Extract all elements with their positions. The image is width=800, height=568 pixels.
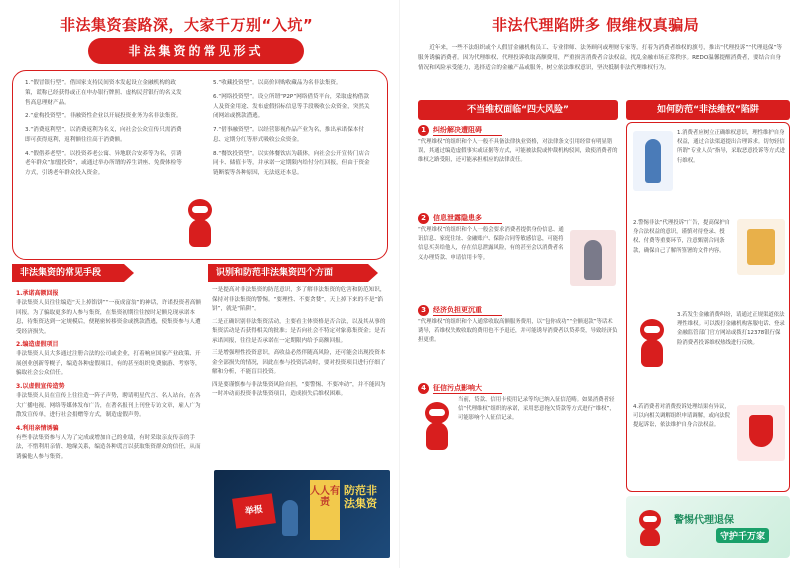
intro-paragraph: 近年来，一些不法组织或个人假冒金融机构员工、专业律师、法务顾问或理财专家等，打着为消费者维权的旗号，推出“代理投诉”“代理退保”等服务诱骗消费者。因为代理维权、代理投诉收取高额费用，严重损害消费者合法权益，扰乱金融市场正常秩序。REDO温馨提醒消费者，要结合自身情况和风险承受能力，选择适合的金融产品或服务，树立依法维权意识，坚决抵制非法代理维权行为。 xyxy=(418,45,782,71)
poster-title: 防范非法集资 xyxy=(344,484,377,510)
risk-header xyxy=(418,304,502,316)
mascot-body xyxy=(189,219,211,247)
means-text: 非法集资人员在宣传上往往造一阵子声势，聘请明星代言、名人站台，在各大广播电视、网络等媒体发布广告，在著名报刊上刊登专访文章，雇人广为散发宣传单，进行社会捐赠等方式，制造虚假声势。 xyxy=(16,393,201,419)
prevent-illustration xyxy=(633,131,673,191)
mascot-visor xyxy=(644,326,660,333)
person-figure xyxy=(645,139,661,183)
mascot-illustration xyxy=(422,402,452,452)
risk-header xyxy=(418,124,502,136)
form-item: 8.“餐饮投资型”。以实体餐饮店为载体，向社会公开宣传门店合同卡、储值卡等，并承诺一定期限内给付分红回报，但由于资金链断裂等各种原因，无法返还本息。 xyxy=(213,150,370,177)
risk-number: 1 xyxy=(418,125,429,136)
identify-text: 一是提高对非法集资的防范意识，多了解非法集资的危害和防范知识，保持对非法集资的警惕。“要理性、不要贪婪”，天上掉下来的不是“馅饼”，就是“陷阱”。 xyxy=(212,287,386,312)
prevent-item: 1.消费者应树立正确维权意识，理性维护自身权益，通过合法渠道提出合理诉求。切勿轻信所谓“专业人员”指导，采取恶意投诉等方式进行维权。 xyxy=(677,130,786,164)
form-item: 7.“借事融资型”。以经营影视作品产业为名，推出承诺保本付息、定期分红等形式吸收公众资金。 xyxy=(213,127,364,143)
identify-column xyxy=(212,286,390,403)
risk-number: 2 xyxy=(418,213,429,224)
risk-header xyxy=(418,382,502,394)
prevent-title: 如何防范“非法维权”陷阱 xyxy=(626,100,790,120)
mascot-visor xyxy=(643,516,657,522)
forms-box xyxy=(12,70,388,260)
slogan-banner xyxy=(626,496,790,558)
left-main-title: 非法集资套路深，大家千万别“入坑” xyxy=(60,16,314,34)
risk-header xyxy=(418,212,502,224)
prevent-illustration xyxy=(737,405,785,461)
means-text: 非法集资人员大多通过注册合法的公司或企业，打着响应国家产业政策、开展创业创新等幌子，编造各种虚假项目，有的甚至组织免费旅游、考察等，骗取社会公众信任。 xyxy=(16,351,201,377)
shield-figure xyxy=(749,415,773,447)
risk-text: “代理维权”的组织和个人一般不具备法律执业资格，对法律条文引用经常有明显错误，其通过编造虚假事实或证据等方式，可能被法院或仲裁机构驳回，致使消费者的维权之路受阻，还可能承担相应的法律责任。 xyxy=(418,139,618,164)
form-item: 2.“虚构投资型”。非融资性企业以开展投资业务为名非法集资。 xyxy=(25,113,182,120)
means-text: 非法集资人员往往编造“天上掉馅饼”“一夜成富翁”的神话，许诺投资者高额回报。为了骗取更多的人参与集资，在集资初期往往按时足额兑现承诺本息，待集资达到一定规模后，便秘密转移资金或携款潜逃，使集资参与人遭受经济损失。 xyxy=(16,300,201,335)
slogan-mascot xyxy=(638,510,664,546)
forms-column-1 xyxy=(25,79,185,183)
risk-number: 4 xyxy=(418,383,429,394)
risk-heading: 纠纷解决遭阻碍 xyxy=(433,125,502,136)
form-item: 5.“收藏投资型”。以高价回购收藏品为名非法集资。 xyxy=(213,80,342,86)
means-subhead: 4.利用亲情诱骗 xyxy=(16,424,59,432)
form-item: 6.“网络投资型”。设立所谓“P2P”网络借贷平台，采取虚构借款人及资金用途、发布虚假招标信息等手段吸收公众资金，突然关闭网站或携款潜逃。 xyxy=(213,93,370,120)
mascot-body xyxy=(641,339,663,367)
scam-illustration xyxy=(570,230,616,286)
means-column xyxy=(16,286,202,465)
risks-title: 不当维权面临“四大风险” xyxy=(418,100,618,120)
means-subhead: 2.编造虚假项目 xyxy=(16,341,59,349)
means-subhead: 1.承诺高额回报 xyxy=(16,290,59,297)
anti-fraud-poster xyxy=(214,470,390,558)
risk-text: 当前，贷款、信用卡使用记录等均已纳入征信范畴。如果消费者轻信“代理维权”组织的承诺，采用恶意拖欠贷款等方式进行“维权”，可能影响个人征信记录。 xyxy=(458,397,615,422)
prevent-box xyxy=(626,122,790,492)
prevent-illustration xyxy=(737,219,785,275)
form-item: 3.“消费返利型”。以消费返利为名义，向社会公众宣传只需消费即可获得返利，返利额往往高于消费额。 xyxy=(25,127,182,143)
poster-figure xyxy=(282,500,298,536)
prevent-item: 2.警惕非法“代理投诉”广告，提高保护自身合法权益的意识，谨慎对待登录、授权、付费等重要环节，注意甄别合同条款，确保自己了解所签署的文件内容。 xyxy=(633,220,730,254)
mascot-body xyxy=(640,528,660,546)
risk-heading: 征信污点影响大 xyxy=(433,383,502,394)
slogan-main: 警惕代理退保 xyxy=(674,515,734,526)
document-figure xyxy=(747,229,775,265)
forms-ribbon: 非法集资的常见形式 xyxy=(88,38,304,64)
prevent-item: 3.若发生金融消费纠纷，请通过正规渠道依法理性维权。可以拨打金融机构客服电话、登录金融监管部门官方网站或拨打12378银行保险消费者投诉维权热线进行反映。 xyxy=(677,312,785,346)
right-panel xyxy=(400,0,800,568)
scam-figure xyxy=(584,240,602,280)
slogan-sub: 守护千万家 xyxy=(716,528,769,543)
poster-banner: 人人有责 xyxy=(310,480,340,540)
mascot-visor xyxy=(192,206,208,213)
means-text: 有些非法集资参与人为了完成或增加自己的业绩，有时采取亲友传亲的手法，不惜利用亲情、地缘关系，编造各种谎言以获取集资群众的信任，从而诱骗他人参与集资。 xyxy=(16,434,201,460)
form-item: 4.“假借养老型”。以投资养老公寓、异地联合安养等为名，引诱老年群众“加盟投资”，或通过举办所谓的养生讲座、免费体检等方式，引诱老年群众投入资金。 xyxy=(25,150,182,177)
mascot-illustration xyxy=(637,319,667,369)
mascot-body xyxy=(426,422,448,450)
means-section-tag: 非法集资的常见手段 xyxy=(12,264,124,282)
form-item: 1.“假冒银行型”。借国家支持民间资本发起设立金融机构的政策，谎称已经获得或正在申办银行牌照、虚构民营银行的名义发售高息理财产品。 xyxy=(25,80,182,106)
means-subhead: 3.以虚假宣传造势 xyxy=(16,382,65,390)
poster-sign: 举报 xyxy=(232,493,276,528)
risk-number: 3 xyxy=(418,305,429,316)
mascot-visor xyxy=(429,409,445,416)
identify-section-tag: 识别和防范非法集资四个方面 xyxy=(208,264,368,282)
identify-text: 三是增强理性投资意识，高收益必然伴随高风险，还可能会出现投资本金全部损失的情况，因此在参与投资活动时，要对投资项目进行仔细了解和分析，不能盲目投资。 xyxy=(212,350,386,375)
identify-text: 二是正确识别非法集资活动，主要看主体资格是否合法，以及其从事的集资活动是否获得相关的批准；是否向社会不特定对象募集资金；是否承诺回报，往往是否承诺在一定期限内给予高额回报。 xyxy=(212,318,386,344)
risk-text: “代理维权”的组织和个人通常收取高额服务费用，以“包你成功”“全额退款”等话术诱导，若维权失败收取的费用也不予退还，并可能诱导消费者以贷养贷，导致经济负担更重。 xyxy=(418,319,618,344)
forms-column-2 xyxy=(213,79,373,183)
risk-heading: 经济负担更沉重 xyxy=(433,305,502,316)
risk-text: “代理维权”的组织和个人一般会要求消费者提供身份信息、通讯信息、家庭住址、金融账户、保险合同等敏感信息，可能将信息买卖给他人，存在信息泄露风险，有的甚至会以消费者名义办理贷款、申请信用卡等。 xyxy=(418,227,564,261)
risk-heading: 信息泄露隐患多 xyxy=(433,213,502,224)
identify-text: 四是要谨慎参与非法集资风险自担，“要警惕、不要冲动”，并不能因为一时冲动而投资非法集资项目，造成损失后维权困难。 xyxy=(212,381,386,397)
prevent-item: 4.若消费者对消费投诉处理结果有异议，可以向相关调解组织申请调解，或向法院提起诉讼，依法维护自身合法权益。 xyxy=(633,404,731,429)
mascot-illustration xyxy=(185,199,215,249)
right-main-title: 非法代理陷阱多 假维权真骗局 xyxy=(492,16,700,34)
